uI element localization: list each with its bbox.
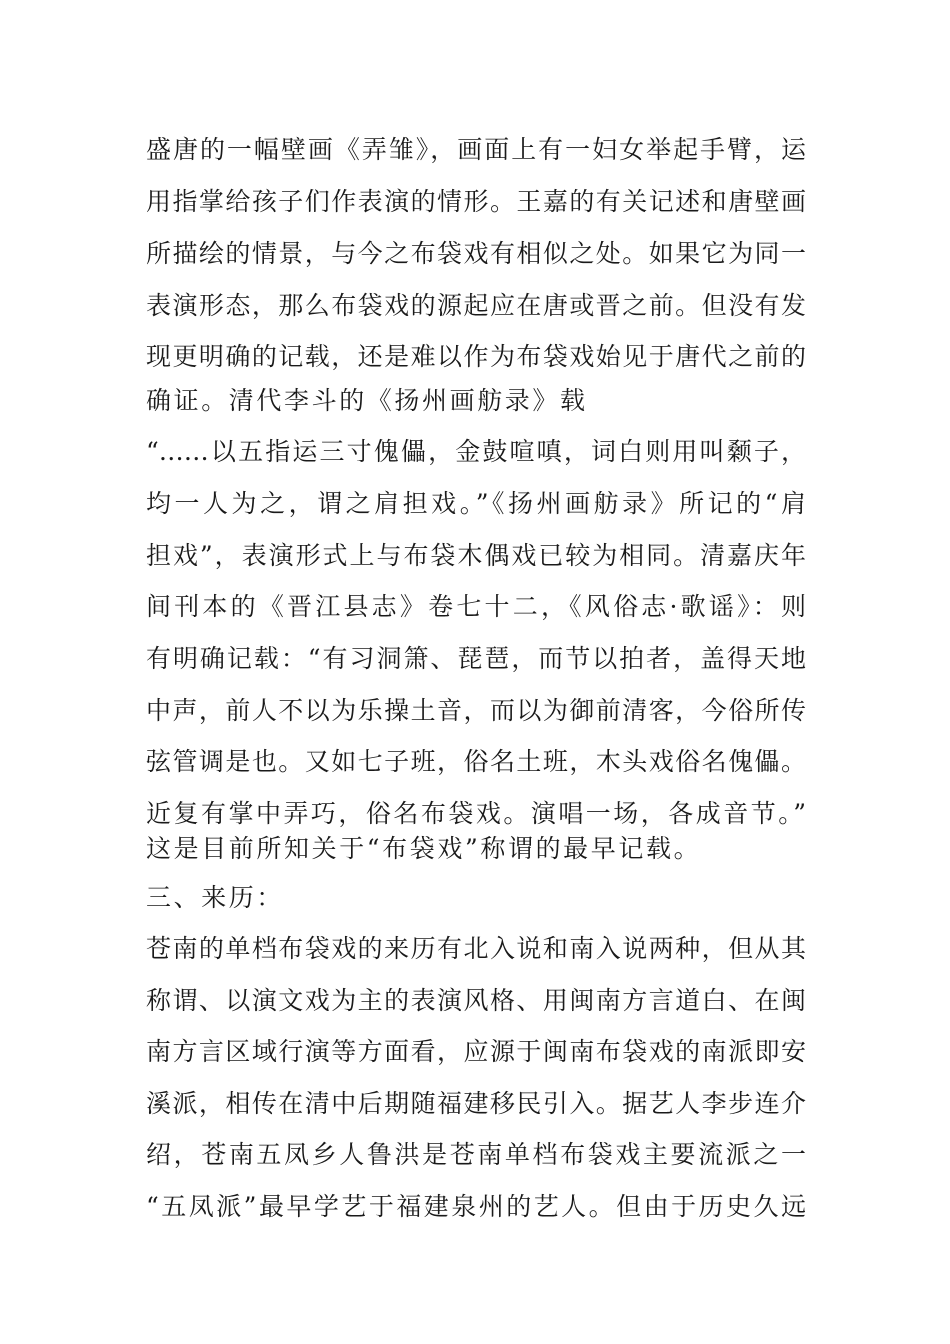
text-line: 这是目前所知关于“布袋戏”称谓的最早记载。	[146, 834, 702, 863]
text-line: 间刊本的《晋江县志》卷七十二，《风俗志·歌谣》：则	[146, 592, 806, 621]
text-line: 弦管调是也。又如七子班，俗名土班，木头戏俗名傀儡。	[146, 747, 806, 776]
text-line: “五凤派”最早学艺于福建泉州的艺人。但由于历史久远	[146, 1192, 806, 1221]
text-line: 担戏”，表演形式上与布袋木偶戏已较为相同。清嘉庆年	[146, 541, 806, 570]
text-line: 现更明确的记载，还是难以作为布袋戏始见于唐代之前的	[146, 342, 806, 371]
section-heading: 三、来历：	[146, 883, 285, 912]
text-line: 中声，前人不以为乐操土音，而以为御前清客，今俗所传	[146, 696, 806, 725]
text-line: 近复有掌中弄巧，俗名布袋戏。演唱一场，各成音节。”	[146, 799, 806, 828]
text-line: 均一人为之，谓之肩担戏。”《扬州画舫录》所记的“肩	[146, 489, 806, 518]
text-line: 苍南的单档布袋戏的来历有北入说和南入说两种，但从其	[146, 934, 806, 963]
text-line: 表演形态，那么布袋戏的源起应在唐或晋之前。但没有发	[146, 291, 806, 320]
text-line: 盛唐的一幅壁画《弄雏》，画面上有一妇女举起手臂，运	[146, 135, 806, 164]
text-line: “……以五指运三寸傀儡，金鼓喧嗔，词白则用叫颡子，	[146, 437, 806, 466]
text-line: 所描绘的情景，与今之布袋戏有相似之处。如果它为同一	[146, 239, 806, 268]
text-line: 用指掌给孩子们作表演的情形。王嘉的有关记述和唐壁画	[146, 187, 806, 216]
text-line: 称谓、以演文戏为主的表演风格、用闽南方言道白、在闽	[146, 986, 806, 1015]
text-line: 确证。清代李斗的《扬州画舫录》载	[146, 386, 588, 415]
text-line: 有明确记载：“有习洞箫、琵琶，而节以拍者，盖得天地	[146, 644, 806, 673]
text-line: 绍，苍南五凤乡人鲁洪是苍南单档布袋戏主要流派之一	[146, 1140, 806, 1169]
text-line: 溪派，相传在清中后期随福建移民引入。据艺人李步连介	[146, 1089, 806, 1118]
text-line: 南方言区域行演等方面看，应源于闽南布袋戏的南派即安	[146, 1037, 806, 1066]
